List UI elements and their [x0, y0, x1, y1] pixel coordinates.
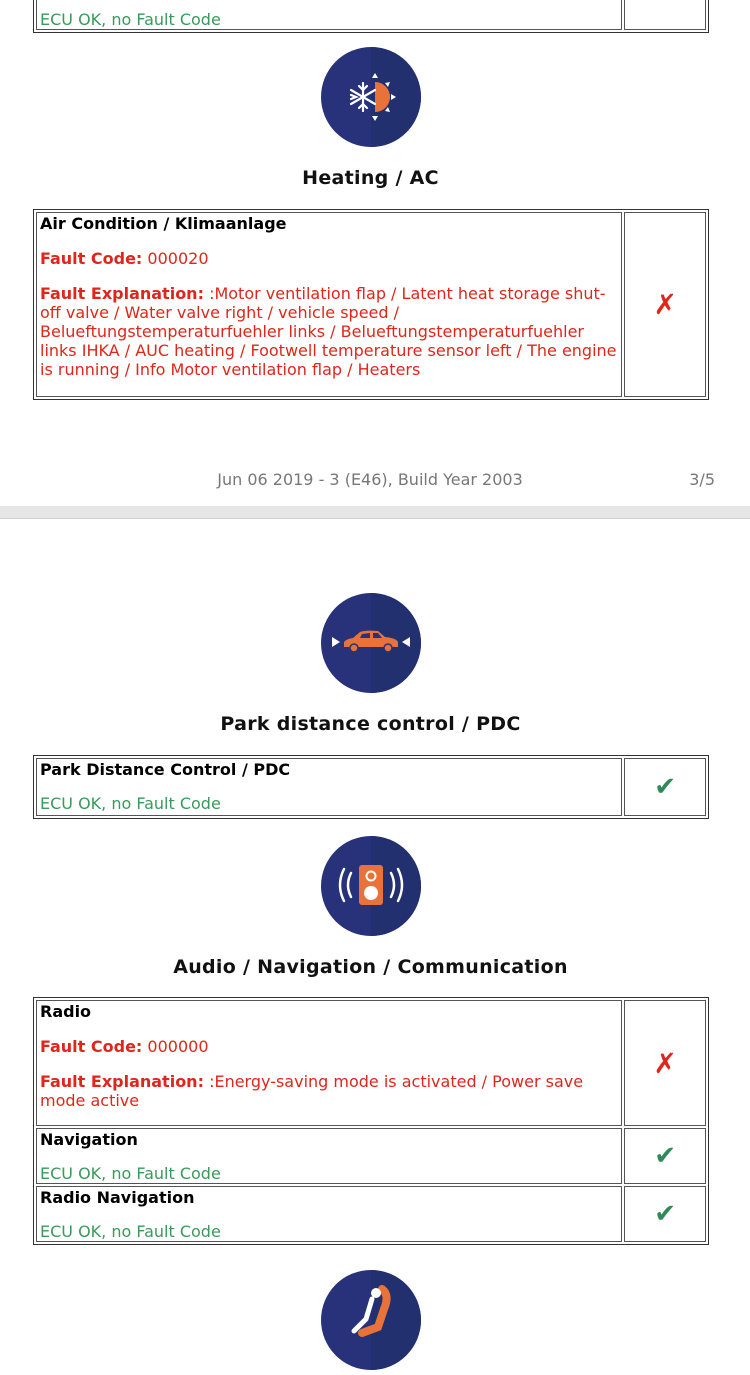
ok-status-text: ECU OK, no Fault Code [40, 794, 221, 813]
ecu-table-heating [33, 209, 709, 400]
fault-code-line [40, 249, 619, 268]
fault-code-value: 000000 [147, 1037, 209, 1056]
speaker-icon [320, 835, 422, 937]
ok-status-text: ECU OK, no Fault Code [40, 10, 221, 29]
ecu-table-top-partial [33, 0, 709, 33]
cross-icon: ✗ [653, 288, 677, 321]
check-icon: ✔ [654, 1199, 677, 1229]
ecu-desc-cell [36, 1186, 622, 1242]
fault-explanation [40, 284, 619, 379]
fault-code-label: Fault Code: [40, 1037, 143, 1056]
section-title-heating: Heating / AC [302, 167, 439, 189]
page-divider [0, 506, 750, 519]
ok-status-text: ECU OK, no Fault Code [40, 1164, 221, 1183]
ecu-desc-cell [36, 758, 622, 816]
table-row [36, 0, 706, 30]
climate-icon [320, 46, 422, 148]
ecu-desc-cell [36, 212, 622, 397]
fault-code-line [40, 1037, 619, 1056]
fault-explanation-label: Fault Explanation: [40, 284, 204, 303]
status-cell [624, 758, 706, 816]
fault-explanation-label: Fault Explanation: [40, 1072, 204, 1091]
ecu-table-pdc [33, 755, 709, 819]
ok-status-text: ECU OK, no Fault Code [40, 1222, 221, 1241]
ecu-desc-cell [36, 1000, 622, 1126]
car-sensor-icon [320, 592, 422, 694]
status-cell [624, 0, 706, 30]
status-cell [624, 1128, 706, 1184]
ecu-desc-cell [36, 1128, 622, 1184]
section-title-audio: Audio / Navigation / Communication [173, 956, 568, 978]
table-row [36, 758, 706, 816]
fault-code-value: 000020 [147, 249, 209, 268]
ecu-name: Air Condition / Klimaanlage [40, 214, 287, 233]
ecu-table-audio [33, 997, 709, 1245]
ecu-name: Navigation [40, 1130, 138, 1149]
cross-icon: ✗ [653, 1046, 677, 1080]
section-title-pdc: Park distance control / PDC [220, 713, 521, 735]
ecu-name: Radio Navigation [40, 1188, 195, 1207]
status-cell [624, 1000, 706, 1126]
status-cell [624, 1186, 706, 1242]
table-row [36, 212, 706, 397]
ecu-desc-cell [36, 0, 622, 30]
fault-explanation [40, 1072, 619, 1110]
table-row [36, 1000, 706, 1126]
table-row [36, 1128, 706, 1184]
check-icon [654, 0, 676, 1]
seat-icon [320, 1269, 422, 1371]
fault-code-label: Fault Code: [40, 249, 143, 268]
ecu-name: Park Distance Control / PDC [40, 760, 291, 779]
check-icon: ✔ [654, 1141, 677, 1171]
ecu-name: Radio [40, 1002, 92, 1021]
fault-explanation-text: :Energy-saving mode is activated / Power save mode active [40, 1072, 584, 1110]
footer-date: Jun 06 2019 - 3 (E46), Build Year 2003 [217, 470, 523, 489]
table-row [36, 1186, 706, 1242]
status-cell [624, 212, 706, 397]
fault-explanation-text: :Motor ventilation flap / Latent heat storage shut-off valve / Water valve right / vehicle speed / Belueftungstemperaturfuehler links / Belueftungstemperaturfuehler links IHKA / AUC heating / Footwell temperature sensor left / The engine is running / Info Motor ventilation flap / Heaters [40, 284, 617, 379]
check-icon: ✔ [654, 772, 677, 802]
page-number: 3/5 [689, 470, 715, 489]
